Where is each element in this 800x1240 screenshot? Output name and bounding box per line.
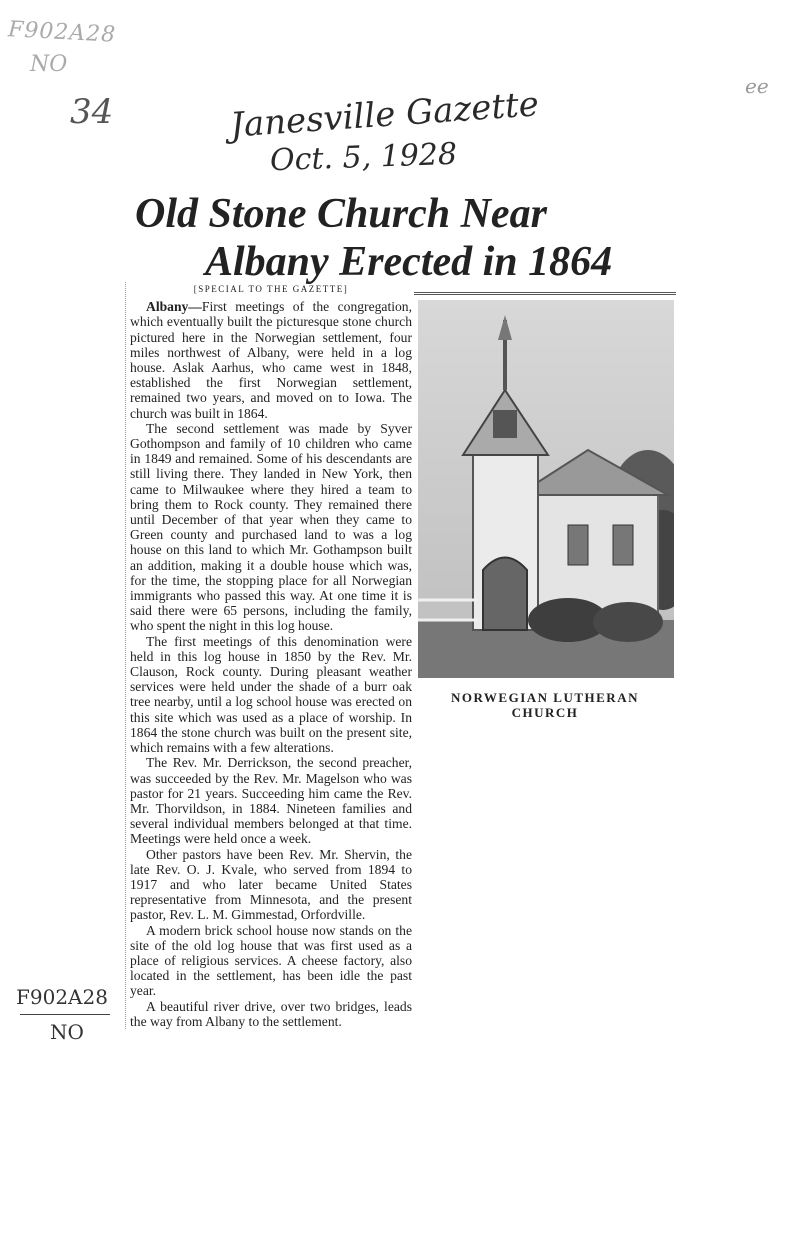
paragraph-5: Other pastors have been Rev. Mr. Shervin, the late Rev. O. J. Kvale, who served from 1894 to 1917 and who later became United States representative from Minnesota, and the present pastor, Rev. L. M. Gimmestad, Orfordville. bbox=[130, 846, 412, 923]
headline-line-1: Old Stone Church Near bbox=[135, 191, 547, 237]
page-number: 34 bbox=[70, 92, 114, 132]
paragraph-7: A beautiful river drive, over two bridges, leads the way from Albany to the settlement. bbox=[130, 998, 412, 1029]
date-handwritten: Oct. 5, 1928 bbox=[269, 136, 458, 179]
headline-line-2: Albany Erected in 1864 bbox=[205, 239, 613, 285]
archive-no-top: NO bbox=[30, 52, 68, 77]
paragraph-1-text: First meetings of the congregation, which eventually built the picturesque stone church pictured here in the Norwegian settlement, four miles northwest of Albany, were held in a log house. Aslak Aarhus, who came west in 1848, established the first Norwegian settlement, remained two years, and moved on to Iowa. The church was built in 1864. bbox=[130, 299, 412, 421]
paragraph-6: A modern brick school house now stands on the site of the old log house that was first used as a place of religious services. A cheese factory, also located in the settlement, has been idle the past year. bbox=[130, 922, 412, 999]
paragraph-3: The first meetings of this denomination were held in this log house in 1850 by the Rev. Mr. Clauson, Rock county. During pleasant weather services were held under the shade of a burr oak tree nearby, until a log school house was erected on this site which was used as a place of worship. In 1864 the stone church was built on the present site, which remains with a few alterations. bbox=[130, 633, 412, 756]
photo-caption-line-2: CHURCH bbox=[511, 705, 579, 720]
corner-mark: ee bbox=[745, 74, 769, 98]
paragraph-1 bbox=[130, 299, 412, 421]
margin-archive-code: F902A28 bbox=[16, 985, 108, 1009]
paragraph-4: The Rev. Mr. Derrickson, the second preacher, was succeeded by the Rev. Mr. Magelson who was pastor for 21 years. Succeeding him came the Rev. Mr. Thorvildson, in 1884. Nineteen families and several individual members belonged at that time. Meetings were held once a week. bbox=[130, 755, 412, 847]
article-body bbox=[125, 282, 412, 1029]
special-label: [SPECIAL TO THE GAZETTE] bbox=[193, 284, 349, 294]
margin-divider bbox=[20, 1014, 110, 1015]
photo-caption-line-1: NORWEGIAN LUTHERAN bbox=[451, 690, 639, 705]
publication-handwritten: Janesville Gazette bbox=[228, 84, 541, 146]
archive-code-top: F902A28 bbox=[7, 17, 117, 48]
dateline: Albany— bbox=[146, 299, 202, 315]
headline bbox=[135, 190, 675, 286]
paragraph-2: The second settlement was made by Syver Gothompson and family of 10 children who came in 1849 and remained. Some of his descendants are still living there. They landed in New York, then came to Milwaukee where they hired a team to bring them to Rock county. They remained there until December of that year when they came to Green county and purchased land to was a log house on this land to which Mr. Gothampson built an addition, making it a double house which was, for the time, the stopping place for all Norwegian immigrants who passed this way. At one time it is said there were 65 persons, including the family, who spent the night in this log house. bbox=[130, 420, 412, 634]
church-photo bbox=[418, 300, 674, 678]
margin-archive-no: NO bbox=[50, 1020, 84, 1044]
